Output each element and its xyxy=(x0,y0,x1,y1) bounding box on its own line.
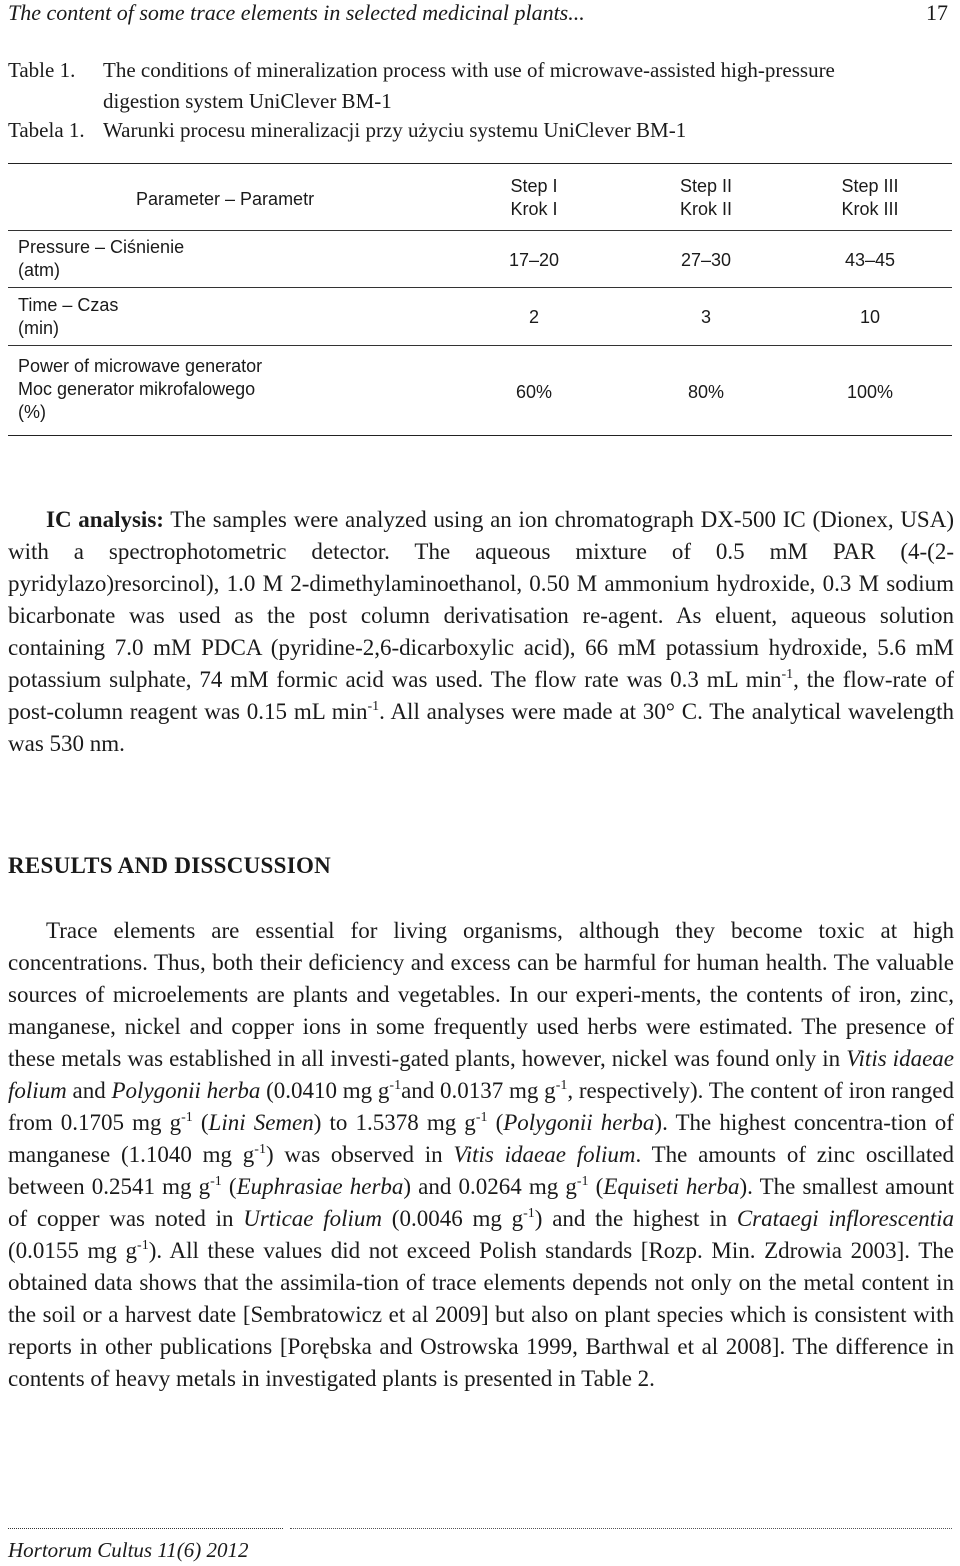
header-rule xyxy=(8,230,952,231)
row-power-label: Power of microwave generator Moc generator mikrofalowego (%) xyxy=(18,356,263,422)
caption-text-pl: Warunki procesu mineralizacji przy użyciu systemu UniClever BM-1 xyxy=(103,118,687,142)
caption-text-en-line2: digestion system UniClever BM-1 xyxy=(103,89,392,113)
footer-rule xyxy=(8,1528,283,1529)
table-top-rule xyxy=(8,163,952,164)
header-step-3: Step III Krok III xyxy=(841,176,899,219)
ic-analysis-paragraph: IC analysis: The samples were analyzed using an ion chromatograph DX-500 IC (Dionex, USA) with a spectrophotometric detector. The aqueous mixture of 0.5 mM PAR (4-(2-pyridylazo)resorcinol), 1.0 M 2-dimethylaminoethanol, 0.50 M ammonium hydroxide, 0.3 M sodium bicarbonate was used as the post column derivatisation re-agent. As eluent, aqueous solution containing 7.0 mM PDCA (pyridine-2,6-dicarboxylic acid), 66 mM potassium hydroxide, 5.6 mM potassium sulphate, 74 mM formic acid was used. The flow rate was 0.3 mL $\min^{-1}$, the flow-rate of post-column reagent was 0.15 mL $\min^{-1}$. All analyses were made at 30° C. The analytical wavelength was 530 nm. xyxy=(8,507,954,756)
row-power-step-1: 60% xyxy=(515,382,553,402)
row-time-step-2: 3 xyxy=(700,307,711,327)
header-step-1: Step I Krok I xyxy=(510,176,558,219)
table-caption-en-cont xyxy=(8,88,952,114)
results-paragraph: Trace elements are essential for living organisms, although they become toxic at high concentrations. Thus, both their deficiency and excess can be harmful for human health. The valuable sources of microelements are plants and vegetables. In our experi-ments, the contents of iron, zinc, manganese, nickel and copper ions in some frequently used herbs were estimated. The presence of these metals was established in all investi-gated plants, however, nickel was found only in Vitis idaeae folium and Polygonii herba (0.0410 mg $g^{-1}and$ 0.0137 mg $g^{-1}$, respectively). The content of iron ranged from 0.1705 mg $g^{-1}$ (Lini Semen) to 1.5378 mg $g^{-1}$ (Polygonii herba). The highest concentra-tion of manganese (1.1040 mg $g^{-1}$) was observed in Vitis idaeae folium. The amounts of zinc oscillated between 0.2541 mg $g^{-1}$ (Euphrasiae herba) and 0.0264 mg $g^{-1}$ (Equiseti herba). The smallest amount of copper was noted in Urticae folium (0.0046 mg $g^{-1}$) and the highest in Crataegi inflorescentia (0.0155 mg $g^{-1}$). All these values did not exceed Polish standards [Rozp. Min. Zdrowia 2003]. The obtained data shows that the assimila-tion of trace elements depends not only on the metal content in the soil or a harvest date [Sembratowicz et al 2009] but also on plant species which is consistent with reports in other publications [Porębska and Ostrowska 1999, Barthwal et al 2008]. The difference in contents of heavy metals in investigated plants is presented in Table 2. xyxy=(8,918,954,1391)
caption-label-en: Table 1. xyxy=(8,58,76,82)
row-pressure-step-2: 27–30 xyxy=(680,250,732,270)
table-caption-pl xyxy=(8,117,952,143)
table-caption-en xyxy=(8,57,952,83)
row-time-label: Time – Czas (min) xyxy=(18,295,119,338)
footer-rule-right xyxy=(290,1528,952,1529)
conditions-table xyxy=(8,163,952,437)
journal-footer: Hortorum Cultus 11(6) 2012 xyxy=(8,1538,249,1562)
table-bottom-rule xyxy=(8,435,952,436)
row-power-step-2: 80% xyxy=(687,382,725,402)
results-heading: RESULTS AND DISSCUSSION xyxy=(8,853,332,878)
page-number: 17 xyxy=(926,0,948,25)
row-rule-1 xyxy=(8,287,952,288)
row-power-step-3: 100% xyxy=(846,382,894,402)
caption-label-pl: Tabela 1. xyxy=(8,118,85,142)
header-step-2: Step II Krok II xyxy=(679,176,733,219)
header-parameter: Parameter – Parametr xyxy=(136,189,315,209)
ic-analysis-lead: IC analysis: xyxy=(46,507,164,532)
row-pressure-step-3: 43–45 xyxy=(844,250,896,270)
row-time-step-3: 10 xyxy=(859,307,881,327)
row-pressure-label: Pressure – Ciśnienie (atm) xyxy=(18,237,185,280)
row-time-step-1: 2 xyxy=(528,307,539,327)
row-pressure-step-1: 17–20 xyxy=(508,250,560,270)
running-head xyxy=(8,0,952,30)
row-rule-2 xyxy=(8,345,952,346)
caption-text-en-line1: The conditions of mineralization process with use of microwave-assisted high-pressure xyxy=(103,58,835,82)
running-head-title: The content of some trace elements in selected medicinal plants... xyxy=(8,0,585,25)
